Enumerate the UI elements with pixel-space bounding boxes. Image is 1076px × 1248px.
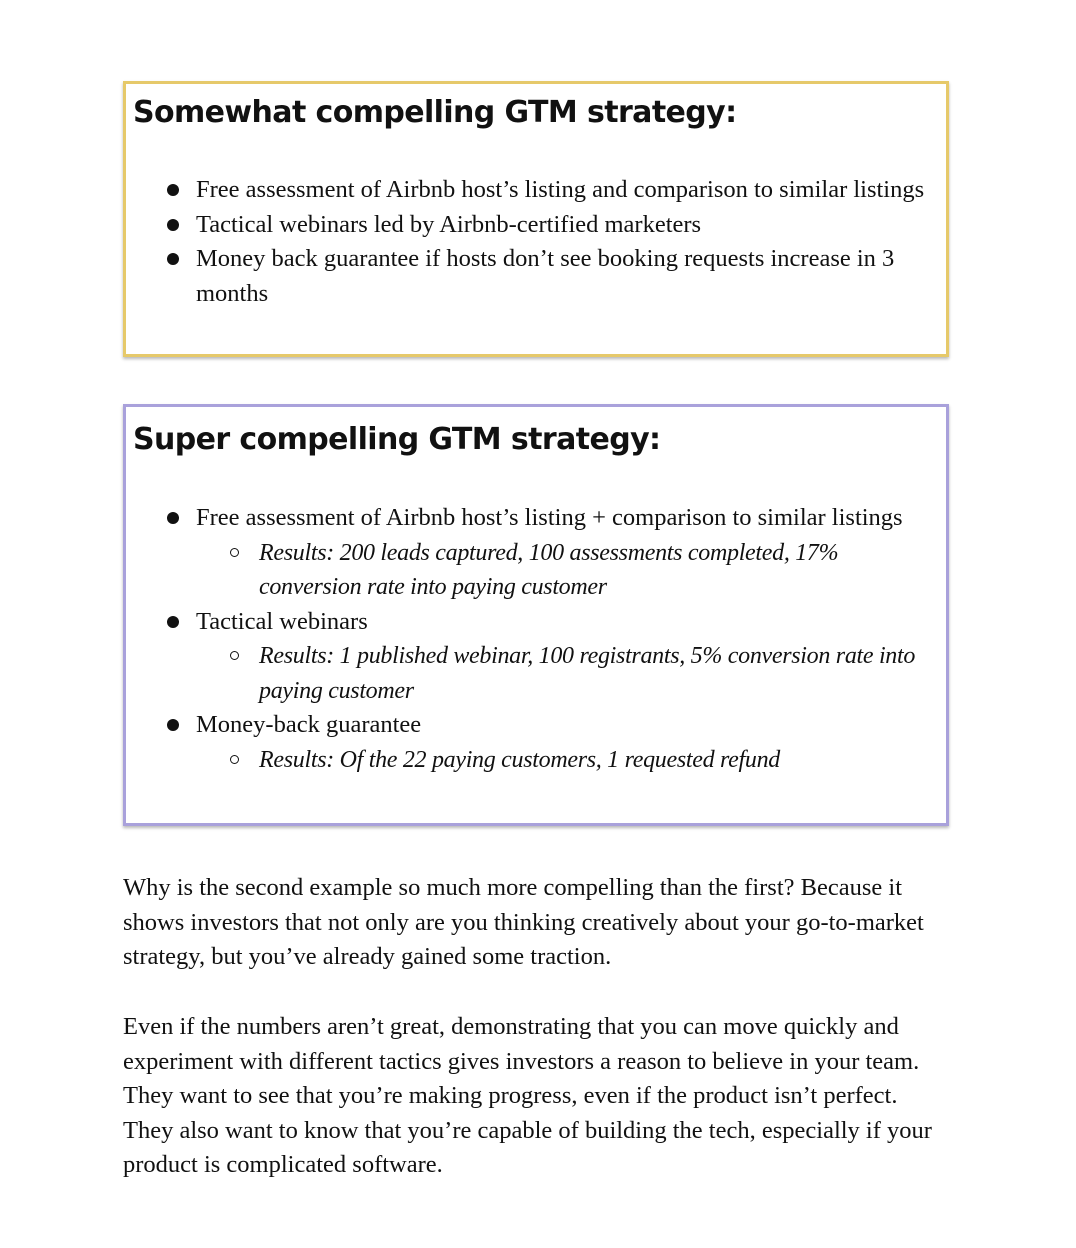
list-item [126,242,936,311]
body-paragraph: Even if the numbers aren’t great, demonstrating that you can move quickly and experiment with different tactics gives investors a reason to believe in your team. They want to see that you’re making progress, even if the product isn’t perfect. They also want to know that you’re capable of building the tech, especially if your product is complicated software. [123,1013,932,1179]
bullet-icon [167,512,179,524]
hollow-bullet-icon [230,755,239,764]
hollow-bullet-icon [230,651,239,660]
list-item [126,605,936,709]
hollow-bullet-icon [230,548,239,557]
list-item-text: Free assessment of Airbnb host’s listing + comparison to similar listings [196,504,903,531]
somewhat-compelling-box [123,81,949,357]
body-paragraph: Why is the second example so much more compelling than the first? Because it shows investors that not only are you thinking creatively about your go-to-market strategy, but you’ve already gained some traction. [123,874,924,971]
list-item-text: Free assessment of Airbnb host’s listing and comparison to similar listings [196,176,925,203]
list-item-text: Money-back guarantee [196,711,422,738]
bullet-icon [167,219,179,231]
list-item-text: Tactical webinars [196,607,368,635]
bullet-icon [167,253,179,265]
sub-list [196,536,936,605]
list-item [126,173,936,208]
result-item [196,743,936,778]
result-item [196,639,936,708]
result-text: Results: Of the 22 paying customers, 1 requested refund [259,746,780,773]
super-compelling-title: Super compelling GTM strategy: [133,422,661,457]
list-item-text: Money back guarantee if hosts don’t see booking requests increase in 3 months [196,245,895,307]
super-compelling-box [123,404,949,826]
list-item [126,708,936,777]
result-item [196,536,936,605]
super-compelling-list [126,501,936,777]
sub-list [196,639,936,708]
bullet-icon [167,184,179,196]
result-text: Results: 200 leads captured, 100 assessments completed, 17% conversion rate into paying customer [259,539,839,600]
bullet-icon [167,616,179,628]
list-item-text: Tactical webinars led by Airbnb-certified marketers [196,210,702,238]
bullet-icon [167,719,179,731]
sub-list [196,743,936,778]
somewhat-compelling-title: Somewhat compelling GTM strategy: [133,95,737,130]
list-item [126,501,936,605]
result-text: Results: 1 published webinar, 100 registrants, 5% conversion rate into paying customer [259,643,916,704]
somewhat-compelling-list [126,173,936,311]
list-item [126,208,936,243]
